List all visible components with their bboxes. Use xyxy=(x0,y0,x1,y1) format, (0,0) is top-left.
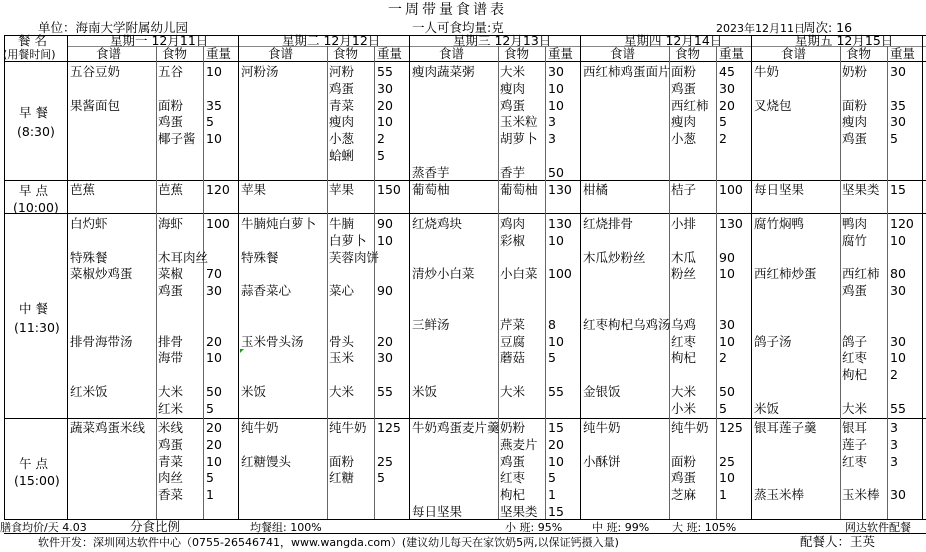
food-item: 枸杞 xyxy=(671,350,697,366)
dish-name: 牛奶 xyxy=(754,64,780,79)
food-item: 面粉 xyxy=(842,97,868,113)
dish-name: 金银饭 xyxy=(583,384,621,399)
dish-name: 五谷豆奶 xyxy=(70,64,121,79)
per-person-label: 一人可食均量:克 xyxy=(412,20,504,35)
food-item: 坚果类 xyxy=(500,504,538,519)
grid-line xyxy=(67,35,68,519)
food-amount: 130 xyxy=(548,216,572,231)
food-item: 桔子 xyxy=(671,182,697,197)
food-item: 鸡蛋 xyxy=(158,283,184,299)
food-amount: 10 xyxy=(548,97,564,113)
dish-name: 三鲜汤 xyxy=(412,316,450,332)
grid-line xyxy=(669,46,670,519)
food-item: 鸡蛋 xyxy=(500,453,526,469)
footer-developer: 软件开发：深圳网达软件中心（0755-26546741，www.wangda.com）(建议幼儿每天在家饮奶5两,以保证钙摄入量) xyxy=(38,536,619,549)
food-item: 排骨 xyxy=(158,333,184,349)
food-amount: 10 xyxy=(719,266,735,282)
food-item: 乌鸡 xyxy=(671,316,697,332)
food-amount: 10 xyxy=(206,350,222,366)
dish-name: 银耳莲子羹 xyxy=(754,420,817,435)
food-item: 青菜 xyxy=(158,453,184,469)
food-amount: 2 xyxy=(719,131,727,147)
food-item: 木瓜 xyxy=(671,249,697,265)
food-amount: 100 xyxy=(719,182,743,197)
food-item: 鸡蛋 xyxy=(158,436,184,452)
meal-snack-pm-name: 午 点 xyxy=(19,456,48,471)
food-item: 莲子 xyxy=(842,436,868,452)
grid-line xyxy=(4,213,926,214)
food-amount: 20 xyxy=(206,436,222,452)
food-item: 鸡蛋 xyxy=(329,80,355,96)
food-amount: 130 xyxy=(548,182,572,197)
food-amount: 10 xyxy=(377,114,393,130)
food-item: 海虾 xyxy=(158,216,184,231)
food-item: 米线 xyxy=(158,420,184,435)
meal-breakfast-time: (8:30) xyxy=(17,124,55,139)
food-amount: 3 xyxy=(890,436,898,452)
food-item: 葡萄柚 xyxy=(500,182,538,197)
grid-line xyxy=(840,46,841,519)
food-amount: 25 xyxy=(719,453,735,469)
dish-name: 河粉汤 xyxy=(241,64,279,79)
day-label-wed: 星期三 12月13日 xyxy=(453,33,552,48)
food-amount: 100 xyxy=(548,266,572,282)
food-item: 坚果类 xyxy=(842,182,880,197)
dish-name: 叉烧包 xyxy=(754,97,792,113)
food-item: 奶粉 xyxy=(842,64,868,79)
dish-name: 葡萄柚 xyxy=(412,182,450,197)
food-amount: 10 xyxy=(548,453,564,469)
dish-name: 木瓜炒粉丝 xyxy=(583,249,646,265)
food-header: 食物 xyxy=(846,46,872,61)
food-item: 大米 xyxy=(500,384,526,399)
food-amount: 8 xyxy=(548,316,556,332)
food-item: 鸡蛋 xyxy=(158,114,184,130)
food-item: 红枣 xyxy=(842,453,868,469)
dish-name: 小酥饼 xyxy=(583,453,621,469)
food-item: 白萝卜 xyxy=(329,232,367,248)
food-item: 玉米粒 xyxy=(500,114,538,130)
grid-line xyxy=(498,46,499,519)
meal-snack-am-time: (10:00) xyxy=(13,200,59,215)
food-item: 红枣 xyxy=(842,350,868,366)
dish-name: 腐竹焖鸭 xyxy=(754,216,805,231)
food-amount: 15 xyxy=(548,420,564,435)
dish-name: 清炒小白菜 xyxy=(412,266,475,282)
food-item: 大米 xyxy=(329,384,355,399)
grid-line xyxy=(374,46,375,519)
page-title: 一周带量食谱表 xyxy=(388,2,507,18)
day-label-thu: 星期四 12月14日 xyxy=(624,33,723,48)
average-cost: 膳食均价/天 4.03 xyxy=(0,521,87,534)
dish-name: 每日坚果 xyxy=(412,504,463,519)
food-header: 食物 xyxy=(333,46,359,61)
food-amount: 20 xyxy=(377,97,393,113)
food-amount: 150 xyxy=(377,182,401,197)
dish-header: 食谱 xyxy=(610,46,636,61)
food-amount: 2 xyxy=(890,367,898,383)
food-item: 银耳 xyxy=(842,420,868,435)
food-amount: 5 xyxy=(206,400,214,416)
day-label-tue: 星期二 12月12日 xyxy=(282,33,381,48)
food-amount: 3 xyxy=(548,131,556,147)
meal-lunch-time: (11:30) xyxy=(14,320,60,335)
food-amount: 30 xyxy=(890,283,906,299)
food-amount: 10 xyxy=(377,232,393,248)
food-item: 小米 xyxy=(671,400,697,416)
food-amount: 20 xyxy=(719,97,735,113)
dish-name: 菜椒炒鸡蛋 xyxy=(70,266,133,282)
dish-name: 瘦肉蔬菜粥 xyxy=(412,64,475,79)
food-item: 牛腩 xyxy=(329,216,355,231)
food-item: 肉丝 xyxy=(158,470,184,486)
food-item: 芙蓉肉饼 xyxy=(329,249,380,265)
food-amount: 10 xyxy=(548,232,564,248)
amount-header: 重量 xyxy=(377,46,403,61)
food-amount: 10 xyxy=(890,350,906,366)
food-item: 芝麻 xyxy=(671,487,697,503)
dish-name: 牛奶鸡蛋麦片羹 xyxy=(412,420,500,435)
food-item: 腐竹 xyxy=(842,232,868,248)
food-item: 瘦肉 xyxy=(842,114,868,130)
food-item: 鸡蛋 xyxy=(500,97,526,113)
dish-name: 米饭 xyxy=(412,384,438,399)
middle-class-ratio: 中 班: 99% xyxy=(592,521,650,534)
dish-name: 白灼虾 xyxy=(70,216,108,231)
food-amount: 10 xyxy=(548,80,564,96)
food-amount: 10 xyxy=(206,453,222,469)
grid-line xyxy=(4,180,926,181)
dish-name: 每日坚果 xyxy=(754,182,805,197)
amount-header: 重量 xyxy=(719,46,745,61)
food-header: 食物 xyxy=(675,46,701,61)
food-item: 西红柿 xyxy=(842,266,880,282)
food-amount: 5 xyxy=(206,114,214,130)
food-amount: 90 xyxy=(719,249,735,265)
food-item: 芹菜 xyxy=(500,316,526,332)
food-item: 纯牛奶 xyxy=(671,420,709,435)
food-amount: 5 xyxy=(719,400,727,416)
food-amount: 20 xyxy=(548,436,564,452)
grid-line xyxy=(409,35,410,519)
amount-header: 重量 xyxy=(890,46,916,61)
food-header: 食物 xyxy=(162,46,188,61)
food-amount: 1 xyxy=(548,487,556,503)
food-amount: 10 xyxy=(206,64,222,79)
food-amount: 45 xyxy=(719,64,735,79)
food-item: 小葱 xyxy=(329,131,355,147)
food-amount: 50 xyxy=(719,384,735,399)
food-item: 香芋 xyxy=(500,164,526,180)
dish-name: 蒜香菜心 xyxy=(241,283,292,299)
dish-name: 蒸香芋 xyxy=(412,164,450,180)
food-item: 枸杞 xyxy=(500,487,526,503)
food-amount: 5 xyxy=(890,131,898,147)
food-amount: 35 xyxy=(890,97,906,113)
unit-label: 单位：海南大学附属幼儿园 xyxy=(38,20,189,35)
food-amount: 1 xyxy=(719,487,727,503)
food-amount: 30 xyxy=(890,333,906,349)
food-item: 鸽子 xyxy=(842,333,868,349)
food-item: 河粉 xyxy=(329,64,355,79)
food-item: 瘦肉 xyxy=(671,114,697,130)
dish-name: 蒸玉米棒 xyxy=(754,487,805,503)
food-item: 大米 xyxy=(158,384,184,399)
meal-time-header: (用餐时间) xyxy=(3,48,56,61)
footer-preparer: 配餐人：王英 xyxy=(800,534,876,549)
food-amount: 5 xyxy=(206,470,214,486)
meal-snack-pm-time: (15:00) xyxy=(14,473,60,488)
food-amount: 30 xyxy=(719,316,735,332)
food-amount: 2 xyxy=(719,350,727,366)
food-amount: 5 xyxy=(548,470,556,486)
food-amount: 120 xyxy=(206,182,230,197)
food-item: 彩椒 xyxy=(500,232,526,248)
grid-line xyxy=(4,35,5,519)
food-item: 木耳肉丝 xyxy=(158,249,209,265)
food-amount: 70 xyxy=(206,266,222,282)
food-item: 鸡蛋 xyxy=(671,80,697,96)
food-item: 蛤蜊 xyxy=(329,148,355,163)
date-label: 2023年12月11日 xyxy=(716,22,805,35)
food-item: 面粉 xyxy=(671,64,697,79)
dish-name: 柑橘 xyxy=(583,182,609,197)
dish-header: 食谱 xyxy=(781,46,807,61)
food-header: 食物 xyxy=(504,46,530,61)
food-item: 枸杞 xyxy=(842,367,868,383)
dish-name: 蔬菜鸡蛋米线 xyxy=(70,420,146,435)
food-amount: 125 xyxy=(377,420,401,435)
food-amount: 50 xyxy=(206,384,222,399)
dish-name: 鸽子汤 xyxy=(754,333,792,349)
meal-breakfast-name: 早 餐 xyxy=(19,105,48,120)
dish-name: 纯牛奶 xyxy=(241,420,279,435)
group-average: 均餐组: 100% xyxy=(250,521,322,534)
food-amount: 55 xyxy=(548,384,564,399)
meal-name-header: 餐 名 xyxy=(18,33,47,48)
food-item: 面粉 xyxy=(158,97,184,113)
dish-name: 芭蕉 xyxy=(70,182,96,197)
food-amount: 15 xyxy=(890,182,906,197)
food-amount: 90 xyxy=(377,283,393,299)
food-amount: 55 xyxy=(377,64,393,79)
dish-name: 西红柿炒蛋 xyxy=(754,266,817,282)
food-amount: 10 xyxy=(890,232,906,248)
food-amount: 100 xyxy=(206,216,230,231)
food-amount: 30 xyxy=(719,80,735,96)
cell-comment-marker xyxy=(240,349,244,353)
day-label-fri: 星期五 12月15日 xyxy=(795,33,894,48)
food-item: 大米 xyxy=(842,400,868,416)
dish-name: 西红柿鸡蛋面片 xyxy=(583,64,671,79)
dish-name: 苹果 xyxy=(241,182,267,197)
grid-line xyxy=(580,35,581,519)
food-amount: 30 xyxy=(377,80,393,96)
dish-name: 米饭 xyxy=(241,384,267,399)
food-amount: 20 xyxy=(206,420,222,435)
food-item: 燕麦片 xyxy=(500,436,538,452)
grid-line xyxy=(203,46,204,519)
serving-ratio-label: 分食比例 xyxy=(130,519,181,534)
dish-name: 红烧排骨 xyxy=(583,216,634,231)
food-amount: 55 xyxy=(377,384,393,399)
food-amount: 10 xyxy=(548,333,564,349)
food-item: 苹果 xyxy=(329,182,355,197)
grid-line xyxy=(922,35,923,519)
food-amount: 20 xyxy=(377,333,393,349)
grid-line xyxy=(327,46,328,519)
food-item: 海带 xyxy=(158,350,184,366)
grid-line xyxy=(238,35,239,519)
dish-name: 玉米骨头汤 xyxy=(241,333,304,349)
food-amount: 30 xyxy=(890,114,906,130)
meal-lunch-name: 中 餐 xyxy=(19,301,48,316)
food-amount: 10 xyxy=(719,470,735,486)
amount-header: 重量 xyxy=(206,46,232,61)
food-item: 西红柿 xyxy=(671,97,709,113)
dish-header: 食谱 xyxy=(439,46,465,61)
food-amount: 20 xyxy=(206,333,222,349)
food-item: 香菜 xyxy=(158,487,184,503)
food-item: 豆腐 xyxy=(500,333,526,349)
food-amount: 55 xyxy=(890,400,906,416)
food-item: 芭蕉 xyxy=(158,182,184,197)
food-item: 小排 xyxy=(671,216,697,231)
food-amount: 3 xyxy=(548,114,556,130)
food-item: 纯牛奶 xyxy=(329,420,367,435)
food-amount: 5 xyxy=(719,114,727,130)
food-item: 菜心 xyxy=(329,283,355,299)
food-amount: 3 xyxy=(890,453,898,469)
food-item: 青菜 xyxy=(329,97,355,113)
food-item: 大米 xyxy=(500,64,526,79)
food-amount: 5 xyxy=(377,148,385,163)
food-item: 小葱 xyxy=(671,131,697,147)
food-item: 面粉 xyxy=(671,453,697,469)
dish-name: 果酱面包 xyxy=(70,97,121,113)
food-amount: 15 xyxy=(548,504,564,519)
food-item: 鸡肉 xyxy=(500,216,526,231)
food-amount: 30 xyxy=(206,283,222,299)
food-amount: 30 xyxy=(548,64,564,79)
food-amount: 10 xyxy=(719,333,735,349)
food-amount: 125 xyxy=(719,420,743,435)
food-amount: 5 xyxy=(548,350,556,366)
software-label: 网达软件配餐 xyxy=(845,521,911,534)
food-item: 红枣 xyxy=(671,333,697,349)
food-item: 红米 xyxy=(158,400,184,416)
food-amount: 80 xyxy=(890,266,906,282)
dish-name: 米饭 xyxy=(754,400,780,416)
food-amount: 30 xyxy=(377,350,393,366)
grid-line xyxy=(4,418,926,419)
food-amount: 90 xyxy=(377,216,393,231)
food-item: 鸭肉 xyxy=(842,216,868,231)
food-item: 五谷 xyxy=(158,64,184,79)
meal-snack-am-name: 早 点 xyxy=(19,183,48,198)
food-amount: 5 xyxy=(377,470,385,486)
dish-name: 红米饭 xyxy=(70,384,108,399)
day-label-mon: 星期一 12月11日 xyxy=(110,33,209,48)
food-item: 椰子酱 xyxy=(158,131,196,147)
food-item: 奶粉 xyxy=(500,420,526,435)
food-item: 小白菜 xyxy=(500,266,538,282)
food-item: 面粉 xyxy=(329,453,355,469)
food-amount: 30 xyxy=(890,487,906,503)
food-item: 粉丝 xyxy=(671,266,697,282)
amount-header: 重量 xyxy=(548,46,574,61)
dish-name: 特殊餐 xyxy=(70,249,108,265)
grid-line xyxy=(716,46,717,519)
dish-name: 红烧鸡块 xyxy=(412,216,463,231)
food-amount: 10 xyxy=(206,131,222,147)
food-amount: 25 xyxy=(377,453,393,469)
week-number: 周次: 16 xyxy=(803,20,853,35)
food-item: 菜椒 xyxy=(158,266,184,282)
food-amount: 3 xyxy=(890,420,898,435)
food-amount: 130 xyxy=(719,216,743,231)
food-item: 鸡蛋 xyxy=(671,470,697,486)
grid-line xyxy=(4,61,926,62)
food-item: 胡萝卜 xyxy=(500,131,538,147)
grid-line xyxy=(751,35,752,519)
food-amount: 30 xyxy=(890,64,906,79)
food-item: 骨头 xyxy=(329,333,355,349)
dish-header: 食谱 xyxy=(268,46,294,61)
food-item: 红糖 xyxy=(329,470,355,486)
large-class-ratio: 大 班: 105% xyxy=(672,521,737,534)
dish-name: 纯牛奶 xyxy=(583,420,621,435)
grid-line xyxy=(887,46,888,519)
dish-name: 红糖馒头 xyxy=(241,453,292,469)
food-item: 鸡蛋 xyxy=(842,283,868,299)
food-item: 瘦肉 xyxy=(329,114,355,130)
food-amount: 1 xyxy=(206,487,214,503)
dish-name: 牛腩炖白萝卜 xyxy=(241,216,317,231)
food-amount: 2 xyxy=(377,131,385,147)
food-amount: 50 xyxy=(548,164,564,180)
grid-line xyxy=(545,46,546,519)
food-item: 玉米棒 xyxy=(842,487,880,503)
dish-name: 特殊餐 xyxy=(241,249,279,265)
dish-name: 排骨海带汤 xyxy=(70,333,133,349)
dish-name: 红枣枸杞乌鸡汤 xyxy=(583,316,671,332)
food-item: 鸡蛋 xyxy=(842,131,868,147)
food-item: 玉米 xyxy=(329,350,355,366)
dish-header: 食谱 xyxy=(96,46,122,61)
food-item: 蘑菇 xyxy=(500,350,526,366)
food-item: 瘦肉 xyxy=(500,80,526,96)
grid-line xyxy=(156,46,157,519)
small-class-ratio: 小 班: 95% xyxy=(505,521,563,534)
food-item: 红枣 xyxy=(500,470,526,486)
food-item: 大米 xyxy=(671,384,697,399)
food-amount: 120 xyxy=(890,216,914,231)
food-amount: 35 xyxy=(206,97,222,113)
